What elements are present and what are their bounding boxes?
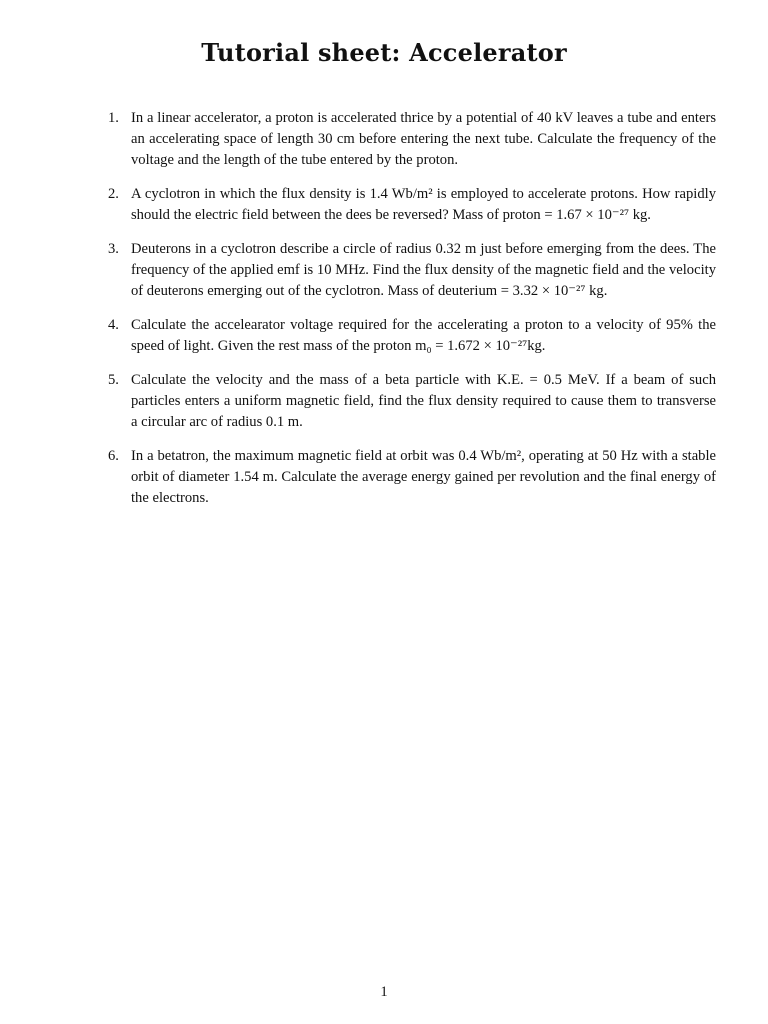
problem-number: 3. — [108, 241, 119, 257]
page-title: Tutorial sheet: Accelerator — [201, 38, 567, 67]
problem-list — [108, 108, 716, 522]
problem-text: In a betatron, the maximum magnetic field at orbit was 0.4 Wb/m², operating at 50 Hz with a stable orbit of diameter 1.54 m. Calculate the average energy gained per revolution and the final energy of the electrons. — [131, 448, 716, 506]
problem-number: 2. — [108, 186, 119, 202]
problem-text: Calculate the velocity and the mass of a beta particle with K.E. = 0.5 MeV. If a beam of such particles enters a uniform magnetic field, find the flux density required to cause them to transverse a circular arc of radius 0.1 m. — [131, 372, 716, 430]
problem-number: 1. — [108, 110, 119, 126]
problem-item-2 — [108, 184, 716, 226]
problem-item-6 — [108, 446, 716, 509]
problem-number: 5. — [108, 372, 119, 388]
problem-item-1 — [108, 108, 716, 171]
problem-text: In a linear accelerator, a proton is accelerated thrice by a potential of 40 kV leaves a tube and enters an accelerating space of length 30 cm before entering the next tube. Calculate the frequency of the voltage and the length of the tube entered by the proton. — [131, 110, 716, 168]
problem-item-5 — [108, 370, 716, 433]
problem-text: Calculate the accelearator voltage required for the accelerating a proton to a velocity of 95% the speed of light. Given the rest mass of the proton m₀ = 1.672 × 10⁻²⁷kg. — [131, 317, 716, 354]
problem-number: 4. — [108, 317, 119, 333]
problem-number: 6. — [108, 448, 119, 464]
problem-text: Deuterons in a cyclotron describe a circle of radius 0.32 m just before emerging from the dees. The frequency of the applied emf is 10 MHz. Find the flux density of the magnetic field and the velocity of deuterons emerging out of the cyclotron. Mass of deuterium = 3.32 × 10⁻²⁷ kg. — [131, 241, 716, 299]
problem-text: A cyclotron in which the flux density is 1.4 Wb/m² is employed to accelerate protons. How rapidly should the electric field between the dees be reversed? Mass of proton = 1.67 × 10⁻²⁷ kg. — [131, 186, 716, 223]
page-number: 1 — [380, 984, 388, 1000]
problem-item-3 — [108, 239, 716, 302]
problem-item-4 — [108, 315, 716, 357]
